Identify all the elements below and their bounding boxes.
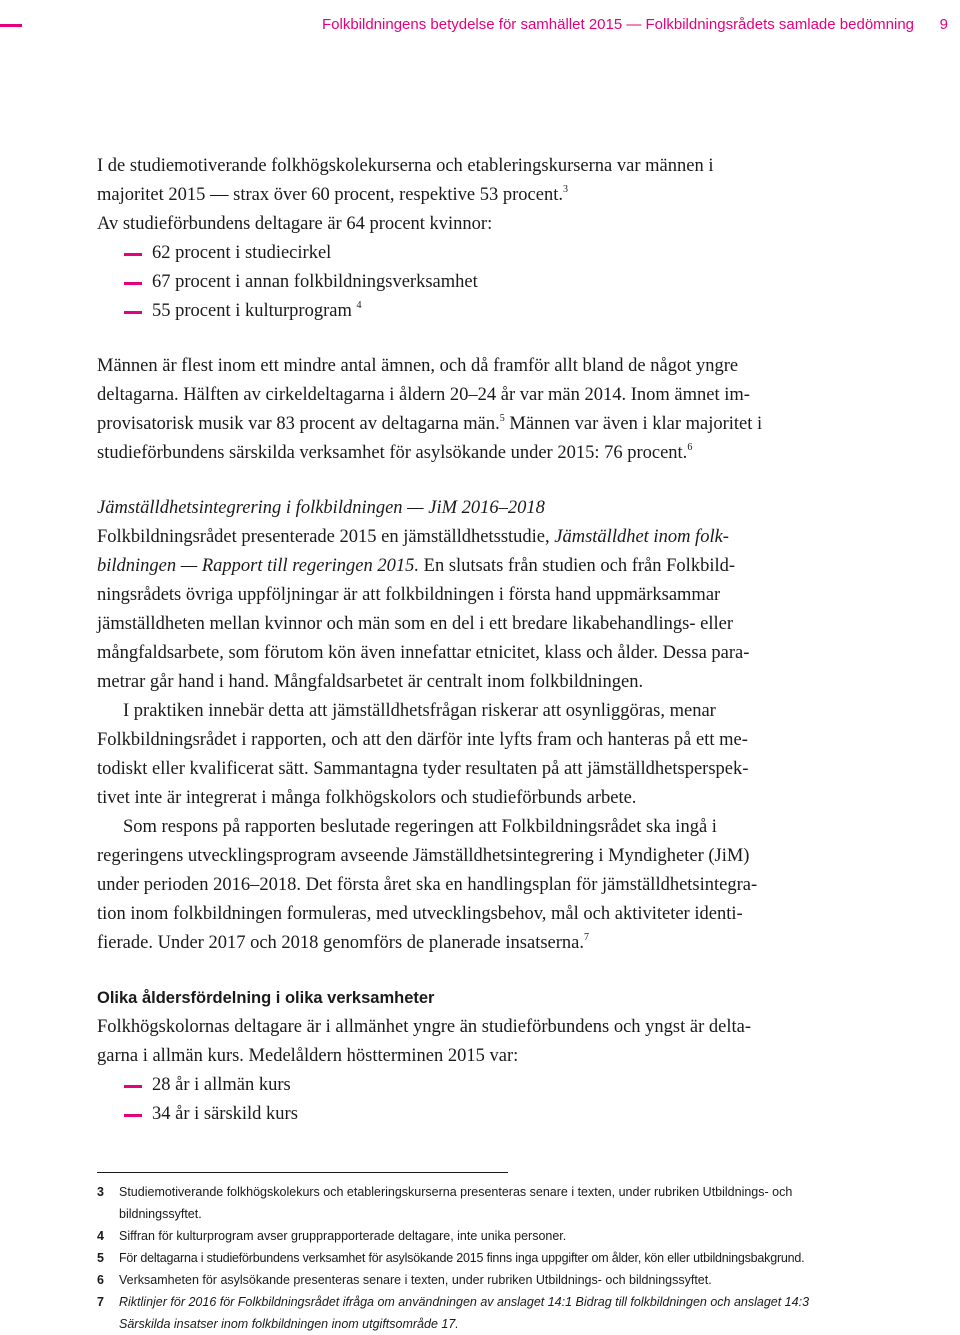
- age-paragraph: Folkhögskolornas deltagare är i allmänhet yngre än studieförbundens och yngst är delta- garna i allmän kurs. Medelåldern höstterminen 2015 var:: [97, 1017, 751, 1066]
- footnote-6: 6 Verksamheten för asylsökande presenteras senare i texten, under rubriken Utbildnings- och bildningssyftet.: [97, 1273, 712, 1287]
- age-bullet-list: [97, 1071, 872, 1129]
- footnotes: [97, 1181, 897, 1335]
- header-accent-dash: [0, 24, 22, 27]
- jim-paragraph-2: I praktiken innebär detta att jämställdhetsfrågan riskerar att osynliggöras, menar Folkbildningsrådet i rapporten, och att den därför inte lyfts fram och hanteras på ett me- todiskt eller kvalificerat sätt. Sammantagna tyder resultaten på att jämställdhetsperspek- tivet inte är integrerat i många folkhögskolors och studieförbunds arbete.: [97, 701, 749, 808]
- jim-paragraph-1: Folkbildningsrådet presenterade 2015 en jämställdhetsstudie, Jämställdhet inom folk- bildningen — Rapport till regeringen 2015. En slutsats från studien och från Folkbild- ningsrådets övriga uppföljningar är att folkbildningen i första hand uppmärksammar jämställdheten mellan kvinnor och män som en del i ett bredare likabehandlings- eller mångfaldsarbete, som förutom kön även innefattar etnicitet, klass och ålder. Dessa para- metrar går hand i hand. Mångfaldsarbetet är centralt inom folkbildningen.: [97, 527, 750, 692]
- bullet-dash-icon: [124, 1085, 142, 1088]
- footnote-ref-5: 5: [499, 413, 505, 424]
- list-item: 28 år i allmän kurs: [97, 1071, 872, 1100]
- bullet-dash-icon: [124, 311, 142, 314]
- footnote-ref-4: 4: [356, 300, 362, 311]
- footnote-ref-7: 7: [584, 932, 589, 943]
- footnote-4: 4 Siffran för kulturprogram avser grupprapporterade deltagare, inte unika personer.: [97, 1229, 567, 1243]
- footnote-divider: [97, 1172, 508, 1173]
- men-paragraph: Männen är flest inom ett mindre antal ämnen, och då framför allt bland de något yngre deltagarna. Hälften av cirkeldeltagarna i åldern 20–24 år var män 2014. Inom ämnet im- provisatorisk musik var 83 procent av deltagarna män.$^5$ Männen var även i klar majoritet i studieförbundens särskilda verksamhet för asylsökande under 2015: 76 procent.$^6$: [97, 356, 763, 463]
- footnote-ref-6: 6: [687, 442, 693, 453]
- jim-paragraph-3: Som respons på rapporten beslutade regeringen att Folkbildningsrådet ska ingå i regeringens utvecklingsprogram avseende Jämställdhetsintegrering i Myndigheter (JiM) under perioden 2016–2018. Det första året ska en handlingsplan för jämställdhetsintegra- tion inom folkbildningen formuleras, med utvecklingsbehov, mål och aktiviteter identi- fierade. Under 2017 och 2018 genomförs de planerade insatserna.$^7$: [97, 817, 758, 953]
- age-heading: Olika åldersfördelning i olika verksamheter: [97, 989, 435, 1007]
- footnote-7: 7 Riktlinjer för 2016 för Folkbildningsrådet ifråga om användningen av anslaget 14:1 Bidrag till folkbildningen och anslaget 14:3 Särskilda insatser inom folkbildningen inom utgiftsområde 17.: [97, 1295, 810, 1331]
- main-content: [97, 152, 872, 1129]
- list-item: 62 procent i studiecirkel: [97, 239, 872, 268]
- jim-heading: Jämställdhetsintegrering i folkbildningen — JiM 2016–2018: [97, 498, 545, 518]
- running-header-title: Folkbildningens betydelse för samhället 2015 — Folkbildningsrådets samlade bedömning: [322, 16, 915, 33]
- list-item: 67 procent i annan folkbildningsverksamhet: [97, 268, 872, 297]
- bullet-dash-icon: [124, 282, 142, 285]
- bullet-dash-icon: [124, 1114, 142, 1117]
- bullet-dash-icon: [124, 253, 142, 256]
- footnote-5: 5 För deltagarna i studieförbundens verksamhet för asylsökande 2015 finns inga uppgifter om ålder, kön eller utbildningsbakgrund.: [97, 1251, 805, 1265]
- footnote-ref-3: 3: [562, 184, 568, 195]
- list-item: 55 procent i kulturprogram $^4$: [97, 297, 872, 326]
- intro-paragraph: I de studiemotiverande folkhögskolekurserna och etableringskurserna var männen i majoritet 2015 — strax över 60 procent, respektive 53 procent.$^3$ Av studieförbundens deltagare är 64 procent kvinnor:: [97, 156, 714, 234]
- list-item: 34 år i särskild kurs: [97, 1100, 872, 1129]
- footnote-3: 3 Studiemotiverande folkhögskolekurs och etableringskurserna presenteras senare i texten, under rubriken Utbildnings- och bildningssyftet.: [97, 1185, 793, 1221]
- page-number: 9: [939, 16, 948, 33]
- gender-bullet-list: [97, 239, 872, 326]
